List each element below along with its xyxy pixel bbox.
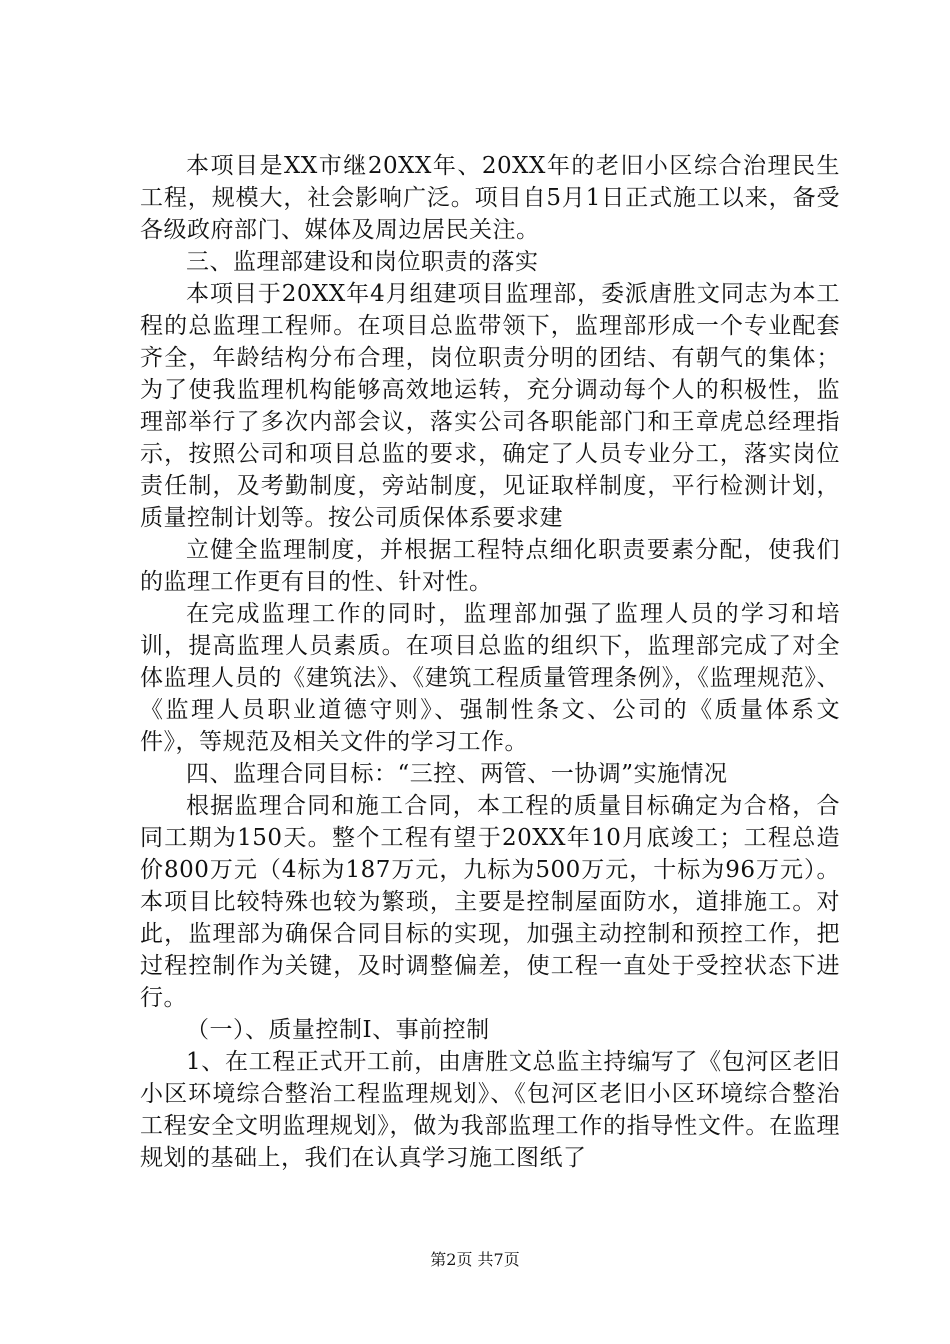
paragraph-training: 在完成监理工作的同时，监理部加强了监理人员的学习和培训，提高监理人员素质。在项目总监的组织下，监理部完成了对全体监理人员的《建筑法》、《建筑工程质量管理条例》，《监理规范》、《监理人员职业道德守则》、强制性条文、公司的《质量体系文件》，等规范及相关文件的学习工作。 [140, 601, 840, 755]
document-body [140, 150, 840, 1174]
page-number-footer: 第2页 共7页 [430, 1250, 520, 1269]
paragraph-department-setup: 本项目于20XX年4月组建项目监理部，委派唐胜文同志为本工程的总监理工程师。在项目总监带领下，监理部形成一个专业配套齐全，年龄结构分布合理，岗位职责分明的团结、有朝气的集体；为了使我监理机构能够高效地运转，充分调动每个人的积极性，监理部举行了多次内部会议，落实公司各职能部门和王章虎总经理指示，按照公司和项目总监的要求，确定了人员专业分工，落实岗位责任制，及考勤制度，旁站制度，见证取样制度，平行检测计划，质量控制计划等。按公司质保体系要求建 [140, 281, 840, 531]
section-heading-3: 三、监理部建设和岗位职责的落实 [186, 249, 539, 275]
subsection-heading-quality: （一）、质量控制Ⅰ、事前控制 [186, 1017, 490, 1043]
paragraph-system-establish: 立健全监理制度，并根据工程特点细化职责要素分配，使我们的监理工作更有目的性、针对性。 [140, 537, 840, 595]
paragraph-project-intro: 本项目是XX市继20XX年、20XX年的老旧小区综合治理民生工程，规模大，社会影响广泛。项目自5月1日正式施工以来，备受各级政府部门、媒体及周边居民关注。 [140, 153, 840, 243]
paragraph-pre-construction: 1、在工程正式开工前，由唐胜文总监主持编写了《包河区老旧小区环境综合整治工程监理规划》、《包河区老旧小区环境综合整治工程安全文明监理规划》，做为我部监理工作的指导性文件。在监理规划的基础上，我们在认真学习施工图纸了 [140, 1049, 840, 1171]
section-heading-4: 四、监理合同目标：“三控、两管、一协调”实施情况 [186, 761, 728, 787]
paragraph-contract-goals: 根据监理合同和施工合同，本工程的质量目标确定为合格，合同工期为150天。整个工程有望于20XX年10月底竣工；工程总造价800万元（4标为187万元，九标为500万元，十标为96万元）。本项目比较特殊也较为繁琐，主要是控制屋面防水，道排施工。对此，监理部为确保合同目标的实现，加强主动控制和预控工作，把过程控制作为关键，及时调整偏差，使工程一直处于受控状态下进行。 [140, 793, 840, 1011]
